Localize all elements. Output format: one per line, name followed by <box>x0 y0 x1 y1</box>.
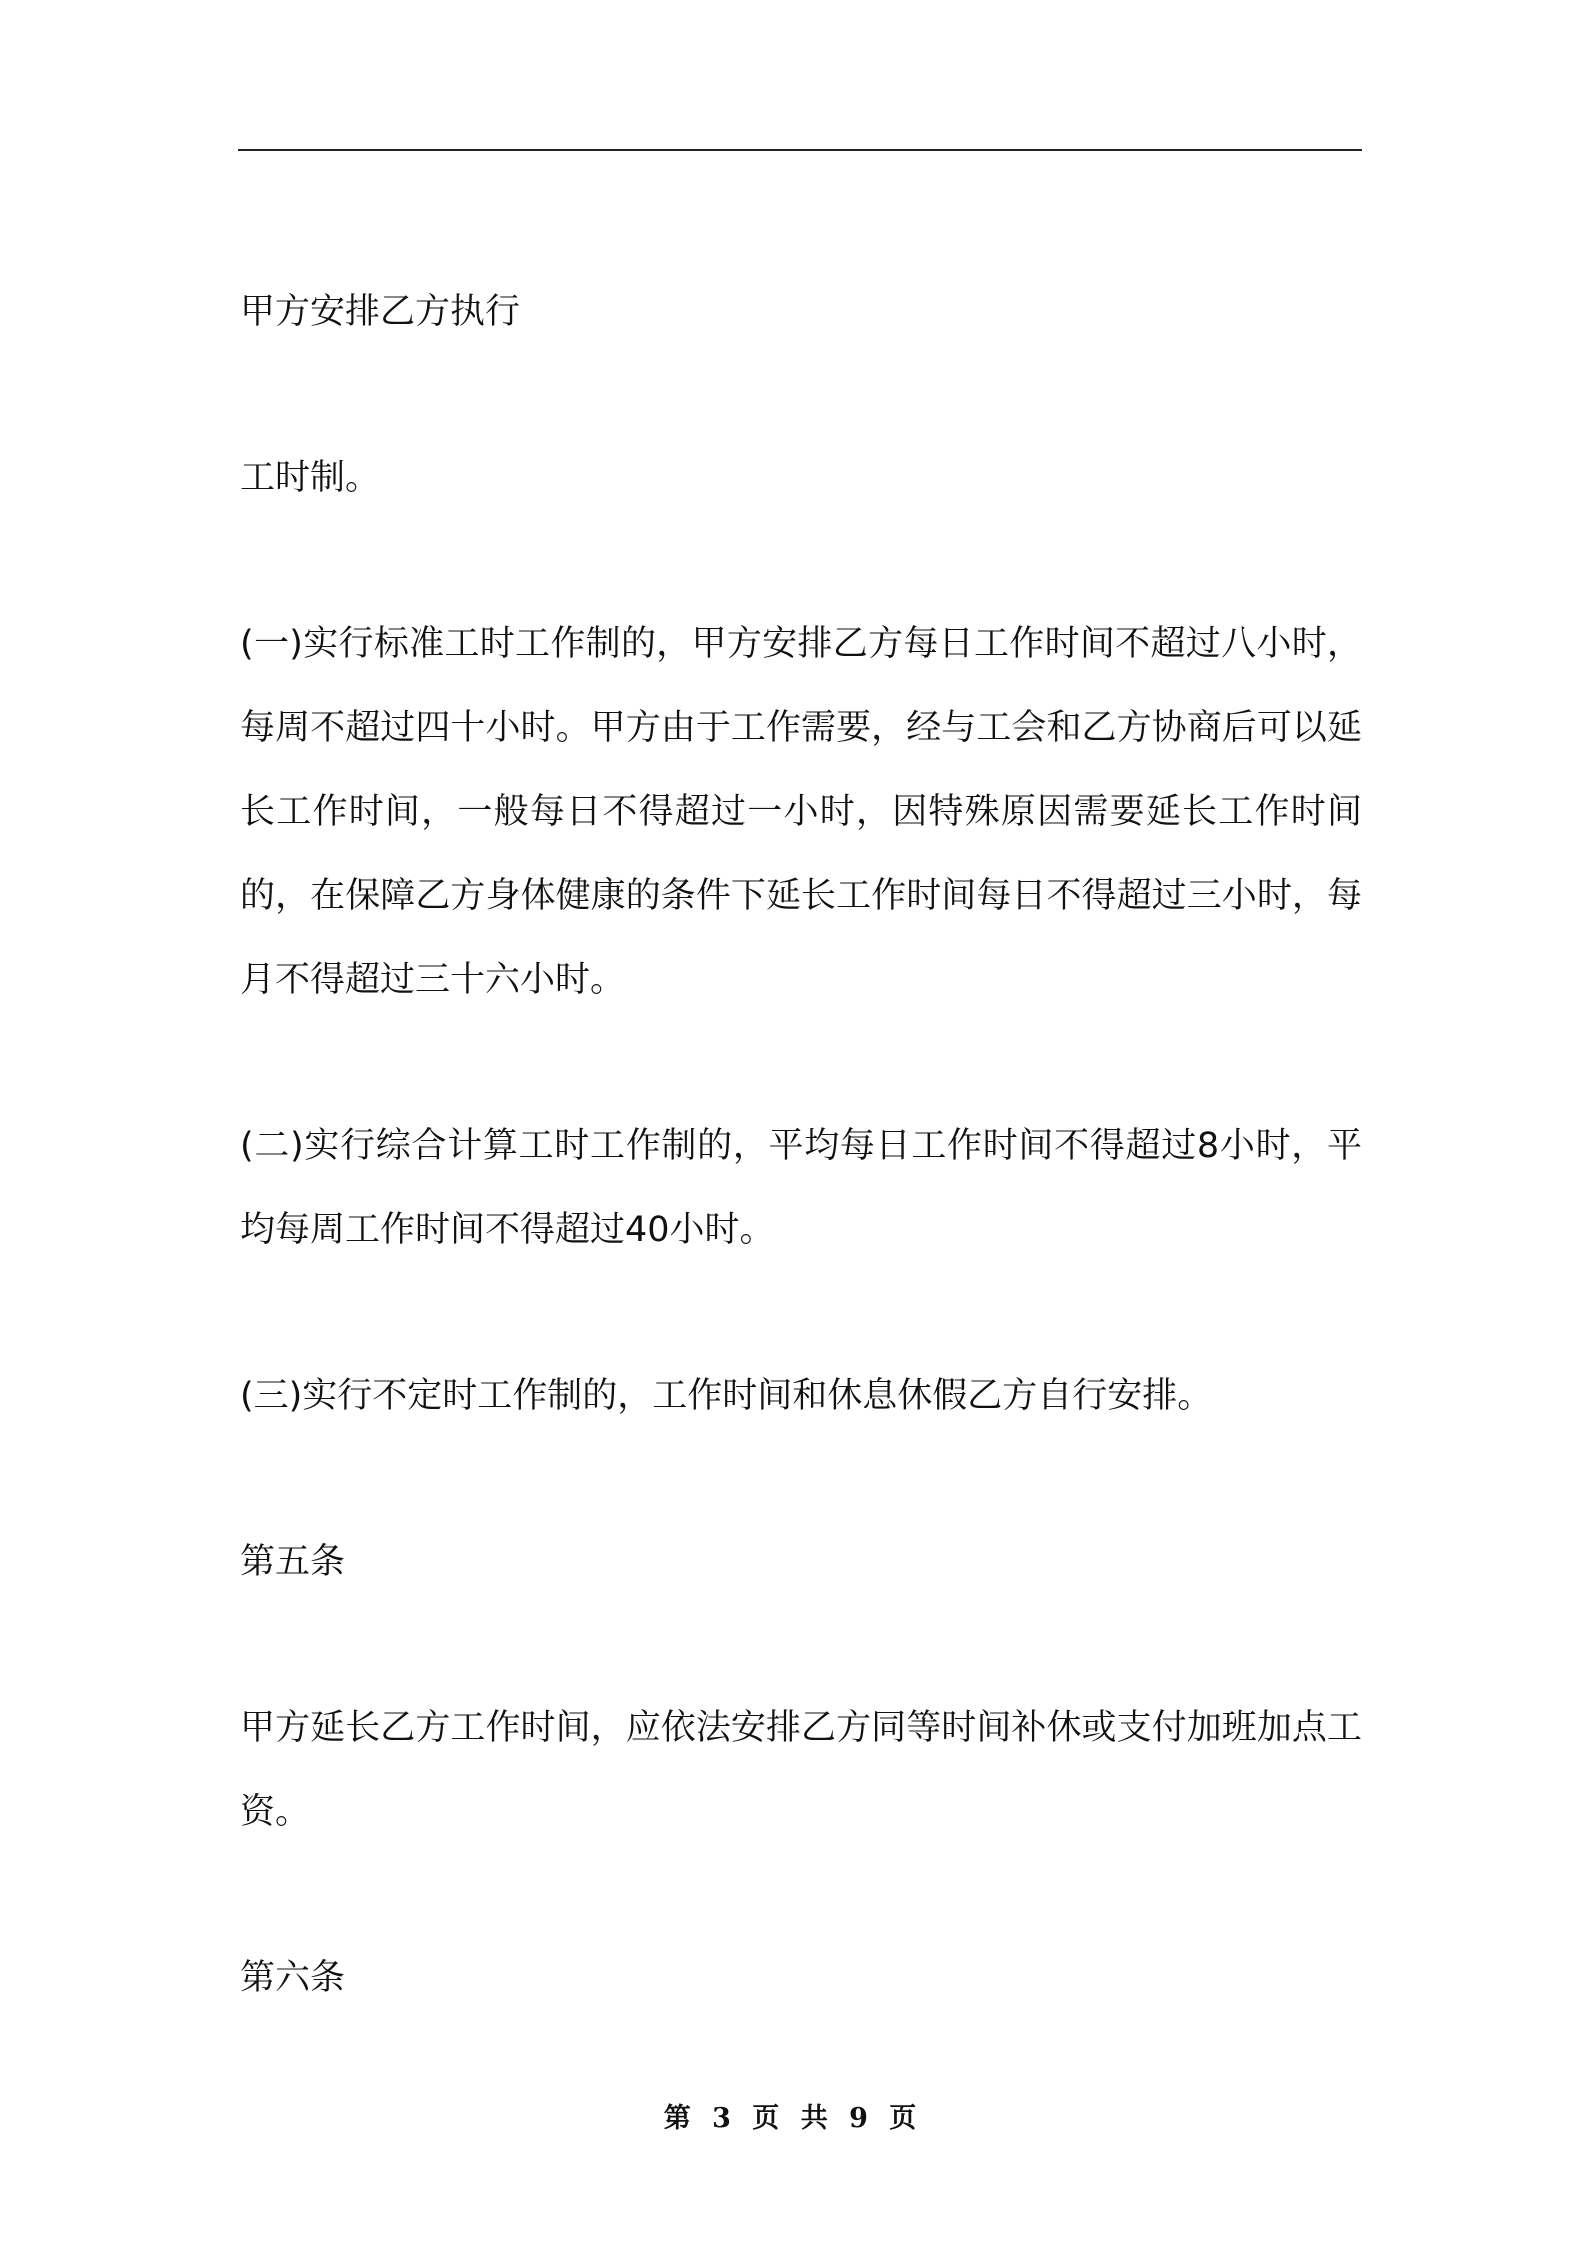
paragraph-gap <box>240 1854 1362 1936</box>
paragraph-execute: 甲方安排乙方执行 <box>240 292 521 332</box>
paragraph-gap <box>240 1272 1362 1354</box>
paragraph-gap <box>240 1022 1362 1104</box>
paragraph-gap <box>240 354 1362 436</box>
page-number: 第 3 页 共 9 页 <box>663 2103 923 2134</box>
paragraph-work-hours-system: 工时制。 <box>240 458 381 498</box>
article-heading-5: 第五条 <box>240 1542 346 1582</box>
header-rule <box>238 149 1362 151</box>
document-body <box>240 270 1362 2020</box>
paragraph-standard-hours: (一)实行标准工时工作制的，甲方安排乙方每日工作时间不超过八小时，每周不超过四十小时。甲方由于工作需要，经与工会和乙方协商后可以延长工作时间，一般每日不得超过一小时，因特殊原因需要延长工作时间的，在保障乙方身体健康的条件下延长工作时间每日不得超过三小时，每月不得超过三十六小时。 <box>240 624 1362 1000</box>
paragraph-comprehensive-hours: (二)实行综合计算工时工作制的，平均每日工作时间不得超过8小时，平均每周工作时间不得超过40小时。 <box>240 1126 1362 1250</box>
article-heading-6: 第六条 <box>240 1958 346 1998</box>
paragraph-flexible-hours: (三)实行不定时工作制的，工作时间和休息休假乙方自行安排。 <box>240 1376 1213 1416</box>
paragraph-gap <box>240 1438 1362 1520</box>
paragraph-gap <box>240 520 1362 602</box>
paragraph-gap <box>240 1604 1362 1686</box>
paragraph-overtime-compensation: 甲方延长乙方工作时间，应依法安排乙方同等时间补休或支付加班加点工资。 <box>240 1708 1362 1832</box>
